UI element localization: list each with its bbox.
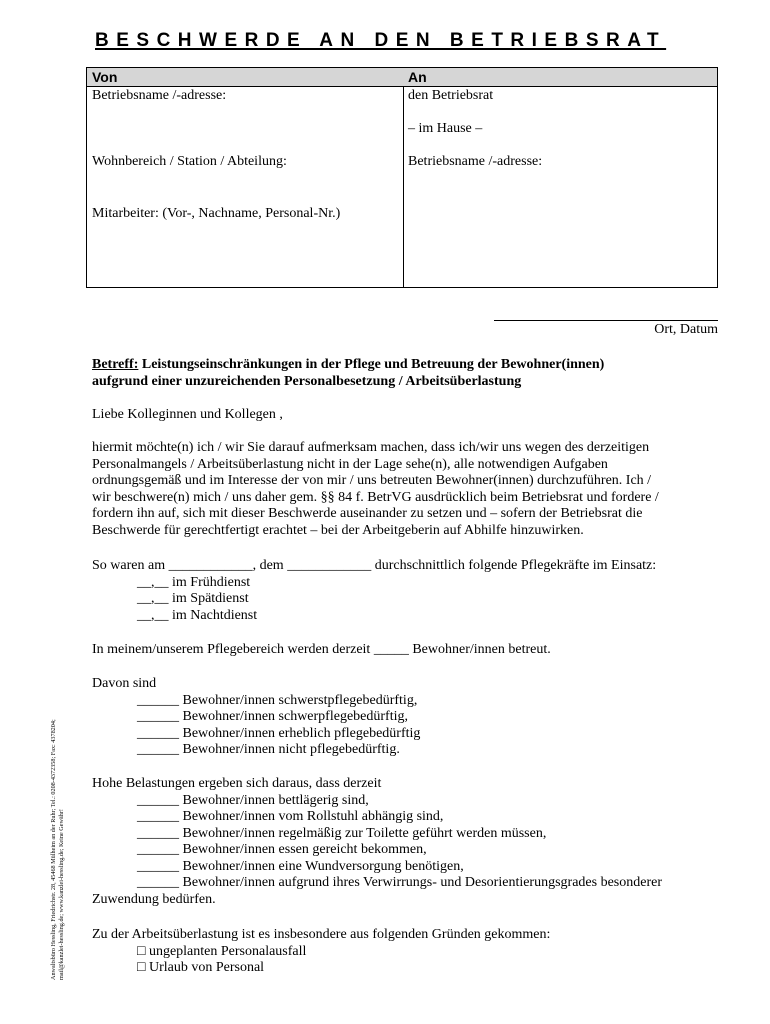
reasons-block (92, 927, 550, 977)
care-level-block (92, 676, 420, 759)
von-employee-field[interactable]: Mitarbeiter: (Vor-, Nachname, Personal-Nr.) (92, 206, 341, 221)
von-station-field[interactable]: Wohnbereich / Station / Abteilung: (92, 154, 287, 169)
burden-item[interactable]: ______ Bewohner/innen eine Wundversorgung benötigen, (137, 858, 464, 874)
burden-item[interactable]: ______ Bewohner/innen aufgrund ihres Verwirrungs- und Desorientierungsgrades besonderer (137, 875, 662, 890)
burden-block (92, 776, 662, 908)
shift-late[interactable]: __,__ im Spätdienst (137, 591, 249, 606)
care-level-item[interactable]: ______ Bewohner/innen nicht pflegebedürftig. (137, 742, 400, 757)
law-office-sidebar (50, 670, 66, 980)
subject-line-2: aufgrund einer unzureichenden Personalbesetzung / Arbeitsüberlastung (92, 373, 522, 389)
sidebar-line-2: mail@kanzlei-hessling.de; www.kanzlei-hessling.de; Keine Gewähr! (58, 809, 65, 980)
sidebar-line-1: Anwaltsbüro Hessling, Friedrichstr. 28, 45468 Mülheim an der Ruhr; Tel.: 0208-4372358; Fax: 4378204; (50, 719, 57, 980)
salutation: Liebe Kolleginnen und Kollegen , (92, 407, 283, 422)
burden-item[interactable]: ______ Bewohner/innen regelmäßig zur Toilette geführt werden müssen, (137, 825, 547, 841)
shift-night[interactable]: __,__ im Nachtdienst (137, 607, 258, 623)
residents-count-line[interactable]: In meinem/unserem Pflegebereich werden derzeit _____ Bewohner/innen betreut. (92, 642, 551, 657)
subject-line-1: Leistungseinschränkungen in der Pflege und Betreuung der Bewohner(innen) (138, 357, 605, 372)
care-level-item[interactable]: ______ Bewohner/innen schwerstpflegebedürftig, (137, 692, 418, 708)
burden-item[interactable]: ______ Bewohner/innen essen gereicht bekommen, (137, 842, 427, 857)
shift-early[interactable]: __,__ im Frühdienst (137, 574, 251, 590)
place-date-label: Ort, Datum (654, 322, 718, 337)
an-im-hause: – im Hause – (408, 121, 483, 136)
an-company-field[interactable]: Betriebsname /-adresse: (408, 154, 543, 169)
paragraph-line: Personalmangels / Arbeitsüberlastung nicht in der Lage sehe(n), alle notwendigen Aufgaben (92, 456, 608, 472)
reason-checkbox-unplanned-absence[interactable]: □ ungeplanten Personalausfall (137, 943, 307, 959)
an-header: An (403, 68, 717, 87)
care-level-item[interactable]: ______ Bewohner/innen erheblich pflegebedürftig (137, 725, 421, 741)
paragraph-line: fordern ihn auf, sich mit dieser Beschwerde auseinander zu setzen und – sofern der Betriebsrat die (92, 506, 643, 521)
reasons-intro: Zu der Arbeitsüberlastung ist es insbesondere aus folgenden Gründen gekommen: (92, 927, 551, 942)
von-column (87, 68, 404, 287)
an-recipient: den Betriebsrat (408, 88, 494, 103)
burden-item[interactable]: ______ Bewohner/innen bettlägerig sind, (137, 792, 369, 808)
care-level-item[interactable]: ______ Bewohner/innen schwerpflegebedürftig, (137, 709, 408, 724)
place-date-line[interactable] (494, 320, 718, 321)
body-paragraph (92, 440, 659, 539)
subject-block (92, 357, 604, 390)
care-level-intro: Davon sind (92, 676, 157, 691)
burden-intro: Hohe Belastungen ergeben sich daraus, dass derzeit (92, 776, 382, 791)
staffing-block (92, 558, 656, 624)
subject-label: Betreff: (92, 357, 139, 372)
paragraph-line: Beschwerde für gerechtfertigt erachtet – bei der Arbeitgeberin auf Abhilfe hinzuwirken. (92, 522, 584, 538)
burden-continuation: Zuwendung bedürfen. (92, 891, 216, 907)
an-column (403, 68, 717, 287)
document-title: BESCHWERDE AN DEN BETRIEBSRAT (95, 30, 667, 51)
staffing-intro[interactable]: So waren am ____________, dem ____________ durchschnittlich folgende Pflegekräfte im Einsatz: (92, 558, 657, 573)
burden-item[interactable]: ______ Bewohner/innen vom Rollstuhl abhängig sind, (137, 809, 444, 824)
von-header: Von (87, 68, 403, 87)
von-company-field[interactable]: Betriebsname /-adresse: (92, 88, 227, 103)
paragraph-line: hiermit möchte(n) ich / wir Sie darauf aufmerksam machen, dass ich/wir uns wegen des derzeitigen (92, 440, 650, 455)
paragraph-line: wir beschwere(n) mich / uns daher gem. §§ 84 f. BetrVG ausdrücklich beim Betriebsrat und fordere / (92, 489, 659, 505)
reason-checkbox-vacation[interactable]: □ Urlaub von Personal (137, 960, 265, 975)
paragraph-line: ordnungsgemäß und im Interesse der von mir / uns betreuten Bewohner(innen) durchzuführen. Ich / (92, 473, 652, 488)
address-form-box (86, 67, 718, 288)
